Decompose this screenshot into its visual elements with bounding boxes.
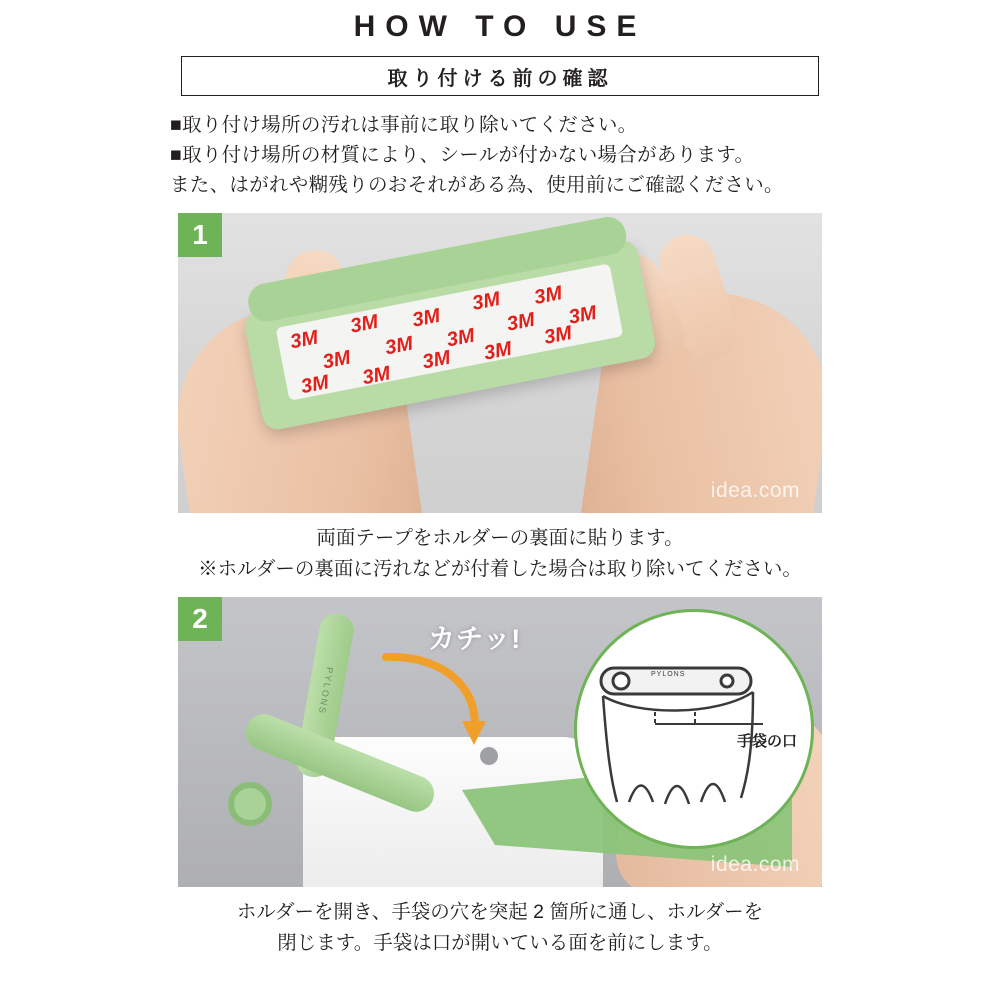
step-1-caption (140, 523, 860, 585)
step-1-caption-line-2: ※ホルダーの裏面に汚れなどが付着した場合は取り除いてください。 (198, 557, 802, 580)
step-badge-2: 2 (178, 597, 222, 641)
tape-logo: 3M (383, 332, 415, 360)
subtitle-text: 取り付ける前の確認 (387, 67, 613, 90)
step-2-caption (140, 897, 860, 959)
detail-inset-circle (574, 609, 814, 849)
tape-logo: 3M (532, 281, 564, 309)
watermark-1: idea.com (710, 478, 800, 502)
tape-logo: 3M (288, 326, 320, 354)
step-badge-1: 1 (178, 213, 222, 257)
inset-callout-label: 手袋の口 (736, 733, 797, 751)
tape-logo: 3M (320, 346, 353, 374)
step-2-caption-line-1: ホルダーを開き、手袋の穴を突起 2 箇所に通し、ホルダーを (236, 901, 764, 924)
tape-logo: 3M (360, 362, 393, 389)
tape-logo: 3M (299, 370, 331, 398)
step-2-caption-line-2: 閉じます。手袋は口が開いている面を前にします。 (277, 932, 723, 955)
svg-text:PYLONS: PYLONS (651, 671, 686, 679)
tape-logo: 3M (420, 346, 453, 374)
holder-hinge (228, 782, 272, 826)
watermark-2: idea.com (710, 853, 800, 877)
tape-logo: 3M (470, 287, 502, 315)
note-line-3: また、はがれや糊残りのおそれがある為、使用前にご確認ください。 (170, 174, 784, 197)
tape-logo: 3M (482, 337, 514, 365)
tape-logo: 3M (410, 304, 443, 332)
step-1-caption-line-1: 両面テープをホルダーの裏面に貼ります。 (316, 526, 684, 549)
step-1-photo (178, 213, 822, 513)
tape-logo: 3M (505, 308, 537, 336)
brand-label: PYLONS (316, 666, 335, 716)
step-2-photo (178, 597, 822, 887)
tape-logo: 3M (444, 324, 477, 352)
note-line-1: ■取り付け場所の汚れは事前に取り除いてください。 (170, 114, 638, 136)
precaution-notes (170, 110, 830, 201)
tape-logo: 3M (566, 301, 599, 329)
tape-logo: 3M (542, 321, 574, 349)
subtitle-box (181, 56, 819, 96)
note-line-2: ■取り付け場所の材質により、シールが付かない場合があります。 (170, 144, 755, 167)
page-title: HOW TO USE (353, 10, 647, 43)
curved-arrow-icon (378, 645, 488, 755)
sound-effect-text: カチッ! (428, 624, 522, 655)
tape-logo: 3M (348, 310, 380, 338)
